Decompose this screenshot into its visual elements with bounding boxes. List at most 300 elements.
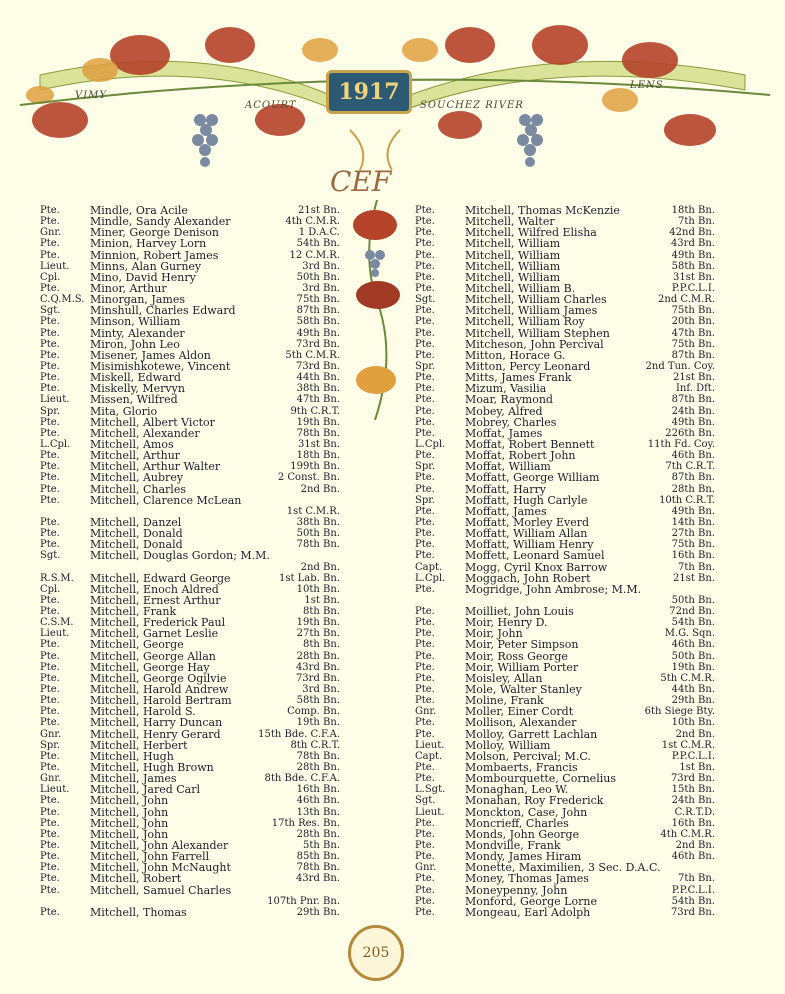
entry-unit: 9th C.R.T. xyxy=(290,405,340,417)
entry-rank: Pte. xyxy=(40,828,60,840)
roll-entry xyxy=(415,617,715,628)
entry-rank: Pte. xyxy=(40,372,60,384)
roll-entry xyxy=(40,795,340,806)
entry-unit: 5th C.M.R. xyxy=(660,672,715,684)
ribbon-text-mid-right: SOUCHEZ RIVER xyxy=(420,100,524,111)
entry-rank: Pte. xyxy=(40,661,60,673)
entry-name: Molson, Percival; M.C. xyxy=(465,749,591,763)
entry-unit: 46th Bn. xyxy=(671,450,715,462)
entry-unit: 7th C.R.T. xyxy=(665,461,715,473)
roll-entry xyxy=(40,461,340,472)
entry-name: Mitchell, William xyxy=(465,259,561,273)
entry-rank: Pte. xyxy=(415,717,435,729)
entry-name: Monckton, Case, John xyxy=(465,805,588,819)
entry-unit: 17th Res. Bn. xyxy=(271,817,340,829)
entry-rank: Pte. xyxy=(415,639,435,651)
entry-rank: Pte. xyxy=(40,216,60,228)
roll-entry xyxy=(40,818,340,829)
entry-name: Mitchell, Enoch Aldred xyxy=(90,582,219,596)
entry-rank: Pte. xyxy=(415,427,435,439)
entry-unit: 4th C.M.R. xyxy=(285,216,340,228)
roll-entry xyxy=(415,450,715,461)
roll-entry xyxy=(40,439,340,450)
entry-unit: 2nd Bn. xyxy=(675,728,715,740)
entry-rank: Pte. xyxy=(40,884,60,896)
roll-entry xyxy=(415,873,715,884)
entry-name: Molloy, Garrett Lachlan xyxy=(465,727,598,741)
entry-name: Mitchell, John xyxy=(90,816,169,830)
entry-unit: 75th Bn. xyxy=(671,539,715,551)
entry-name: Mitchell, Donald xyxy=(90,538,183,552)
entry-rank: Pte. xyxy=(40,516,60,528)
entry-unit: 73rd Bn. xyxy=(295,360,340,372)
entry-rank: Pte. xyxy=(415,216,435,228)
entry-name: Minion, Harvey Lorn xyxy=(90,237,207,251)
entry-name: Moffatt, George William xyxy=(465,471,600,485)
entry-unit: 12 C.M.R. xyxy=(289,249,340,261)
roll-entry xyxy=(40,506,340,517)
entry-name: Monahan, Roy Frederick xyxy=(465,794,604,808)
entry-rank: Pte. xyxy=(415,383,435,395)
entry-unit: 73rd Bn. xyxy=(670,906,715,918)
entry-name: Mitchell, Alexander xyxy=(90,426,200,440)
entry-unit: 11th Fd. Coy. xyxy=(647,438,715,450)
entry-unit: 1st Bn. xyxy=(304,594,340,606)
entry-rank: Pte. xyxy=(415,349,435,361)
entry-unit: 44th Bn. xyxy=(671,684,715,696)
entry-unit: 73rd Bn. xyxy=(670,773,715,785)
entry-name: Moline, Frank xyxy=(465,694,544,708)
roll-entry xyxy=(40,873,340,884)
entry-rank: Sgt. xyxy=(40,550,61,562)
entry-name: Moffat, Robert Bennett xyxy=(465,437,595,451)
entry-unit: 3rd Bn. xyxy=(302,260,340,272)
entry-name: Minorgan, James xyxy=(90,293,185,307)
entry-rank: Pte. xyxy=(40,327,60,339)
entry-name: Mitchell, Clarence McLean xyxy=(90,493,242,507)
entry-unit: 8th Bn. xyxy=(303,639,340,651)
entry-name: Monford, George Lorne xyxy=(465,894,597,908)
entry-unit: 47th Bn. xyxy=(671,327,715,339)
entry-rank: Pte. xyxy=(415,450,435,462)
entry-name: Monette, Maximilien, 3 Sec. D.A.C. xyxy=(465,861,661,875)
entry-name: Mondy, James Hiram xyxy=(465,850,582,864)
entry-rank: Pte. xyxy=(415,483,435,495)
entry-name: Mitchell, Charles xyxy=(90,482,186,496)
entry-rank: Pte. xyxy=(40,639,60,651)
entry-rank: Pte. xyxy=(415,327,435,339)
entry-rank: Pte. xyxy=(40,873,60,885)
entry-unit: 73rd Bn. xyxy=(295,672,340,684)
entry-rank: Pte. xyxy=(415,539,435,551)
entry-name: Mitchell, Edward George xyxy=(90,571,231,585)
entry-unit: 73rd Bn. xyxy=(295,338,340,350)
entry-rank: R.S.M. xyxy=(40,572,74,584)
roll-entry xyxy=(40,305,340,316)
entry-name: Mitchell, Danzel xyxy=(90,515,182,529)
entry-rank: L.Sgt. xyxy=(415,784,446,796)
roll-entry xyxy=(40,428,340,439)
entry-unit: 54th Bn. xyxy=(671,617,715,629)
roll-entry xyxy=(415,250,715,261)
entry-unit: 87th Bn. xyxy=(671,394,715,406)
entry-unit: 54th Bn. xyxy=(671,895,715,907)
entry-name: Mitchell, William Stephen xyxy=(465,326,610,340)
entry-name: Minson, William xyxy=(90,315,181,329)
entry-name: Moffatt, William Allan xyxy=(465,527,588,541)
entry-name: Moilliet, John Louis xyxy=(465,605,574,619)
entry-name: Moffat, Robert John xyxy=(465,449,576,463)
roll-entry xyxy=(415,339,715,350)
entry-name: Mitchell, John Farrell xyxy=(90,850,210,864)
roll-entry xyxy=(40,628,340,639)
roll-column-right xyxy=(415,205,715,918)
entry-name: Monaghan, Leo W. xyxy=(465,783,569,797)
entry-name: Mita, Glorio xyxy=(90,404,158,418)
roll-entry xyxy=(40,383,340,394)
roll-entry xyxy=(415,795,715,806)
entry-name: Mino, David Henry xyxy=(90,270,196,284)
entry-unit: 24th Bn. xyxy=(671,795,715,807)
entry-unit: 6th Siege Bty. xyxy=(644,706,715,718)
entry-unit: 31st Bn. xyxy=(672,271,715,283)
entry-rank: Pte. xyxy=(415,505,435,517)
roll-entry xyxy=(40,472,340,483)
entry-rank: L.Cpl. xyxy=(415,438,446,450)
entry-name: Moffatt, James xyxy=(465,504,547,518)
entry-unit: 4th C.M.R. xyxy=(660,828,715,840)
entry-rank: Pte. xyxy=(415,282,435,294)
entry-name: Mogg, Cyril Knox Barrow xyxy=(465,560,608,574)
entry-name: Minns, Alan Gurney xyxy=(90,259,202,273)
entry-unit: 44th Bn. xyxy=(296,372,340,384)
entry-name: Mitchell, Robert xyxy=(90,872,182,886)
entry-unit: 19th Bn. xyxy=(296,416,340,428)
entry-unit: M.G. Sqn. xyxy=(664,628,715,640)
roll-entry xyxy=(40,862,340,873)
entry-name: Mindle, Sandy Alexander xyxy=(90,215,231,229)
entry-name: Mitchell, Frederick Paul xyxy=(90,616,226,630)
center-vine-ornament xyxy=(340,200,415,420)
entry-name: Moffatt, Hugh Carlyle xyxy=(465,493,588,507)
entry-rank: Pte. xyxy=(40,750,60,762)
entry-rank: Cpl. xyxy=(40,583,61,595)
entry-unit: 2nd Tun. Coy. xyxy=(645,360,715,372)
roll-entry xyxy=(415,406,715,417)
entry-unit: 50th Bn. xyxy=(671,594,715,606)
roll-entry xyxy=(40,550,340,561)
cef-monogram: CEF xyxy=(330,165,392,198)
entry-rank: Pte. xyxy=(40,606,60,618)
roll-entry xyxy=(40,272,340,283)
entry-rank: Pte. xyxy=(40,427,60,439)
entry-name: Moir, William Porter xyxy=(465,660,579,674)
entry-rank: Pte. xyxy=(415,672,435,684)
entry-name: Mitchell, Frank xyxy=(90,605,177,619)
entry-unit: 27th Bn. xyxy=(671,528,715,540)
entry-rank: Pte. xyxy=(415,762,435,774)
entry-name: Mitchell, Harry Duncan xyxy=(90,716,223,730)
entry-unit: 21st Bn. xyxy=(672,572,715,584)
entry-rank: Sgt. xyxy=(415,795,436,807)
entry-unit: 2nd Bn. xyxy=(300,483,340,495)
entry-name: Mollison, Alexander xyxy=(465,716,577,730)
entry-name: Mitchell, Harold Andrew xyxy=(90,683,229,697)
entry-unit: 5th C.M.R. xyxy=(285,349,340,361)
entry-unit: 20th Bn. xyxy=(671,316,715,328)
entry-unit: 1st C.M.R. xyxy=(661,739,715,751)
entry-unit: 38th Bn. xyxy=(296,516,340,528)
entry-name: Mombaerts, Francis xyxy=(465,761,578,775)
entry-rank: C.Q.M.S. xyxy=(40,294,85,306)
entry-rank: Pte. xyxy=(40,672,60,684)
roll-entry xyxy=(40,283,340,294)
entry-name: Molloy, William xyxy=(465,738,551,752)
entry-name: Mitchell, John McNaught xyxy=(90,861,231,875)
entry-name: Mitchell, Garnet Leslie xyxy=(90,627,219,641)
entry-name: Mitchell, James xyxy=(90,772,177,786)
entry-name: Mitchell, Amos xyxy=(90,437,174,451)
entry-name: Mitchell, George Allan xyxy=(90,649,216,663)
entry-rank: Pte. xyxy=(415,628,435,640)
entry-unit: 14th Bn. xyxy=(671,516,715,528)
entry-unit: 21st Bn. xyxy=(297,205,340,216)
entry-rank: Pte. xyxy=(40,762,60,774)
roll-entry xyxy=(415,316,715,327)
entry-name: Moller, Einer Cordt xyxy=(465,705,574,719)
entry-rank: Pte. xyxy=(415,617,435,629)
roll-entry xyxy=(415,394,715,405)
entry-rank: Pte. xyxy=(415,372,435,384)
entry-name: Mitchell, Harold Bertram xyxy=(90,694,232,708)
entry-rank: Pte. xyxy=(40,338,60,350)
roll-entry xyxy=(415,417,715,428)
entry-name: Moffatt, Harry xyxy=(465,482,546,496)
roll-entry xyxy=(40,807,340,818)
entry-rank: Capt. xyxy=(415,750,443,762)
entry-unit: 16th Bn. xyxy=(671,817,715,829)
entry-unit: 54th Bn. xyxy=(296,238,340,250)
entry-rank: Pte. xyxy=(415,650,435,662)
roll-entry xyxy=(415,717,715,728)
entry-rank: Pte. xyxy=(415,394,435,406)
roll-entry xyxy=(415,372,715,383)
entry-name: Minshull, Charles Edward xyxy=(90,304,236,318)
entry-name: Mombourquette, Cornelius xyxy=(465,772,616,786)
roll-entry xyxy=(40,562,340,573)
entry-name: Moncrieff, Charles xyxy=(465,816,569,830)
entry-rank: Pte. xyxy=(40,249,60,261)
entry-unit: 87th Bn. xyxy=(671,472,715,484)
roll-entry xyxy=(40,361,340,372)
entry-name: Mitchell, Arthur Walter xyxy=(90,460,221,474)
entry-name: Mitchell, George Hay xyxy=(90,660,210,674)
roll-entry xyxy=(415,261,715,272)
entry-name: Misener, James Aldon xyxy=(90,348,211,362)
roll-entry xyxy=(40,762,340,773)
entry-name: Mitchell, Wilfred Elisha xyxy=(465,226,597,240)
entry-unit: 18th Bn. xyxy=(296,450,340,462)
entry-name: Miron, John Leo xyxy=(90,337,180,351)
entry-unit: 24th Bn. xyxy=(671,405,715,417)
entry-name: Money, Thomas James xyxy=(465,872,589,886)
entry-name: Moisley, Allan xyxy=(465,671,543,685)
entry-rank: Pte. xyxy=(415,873,435,885)
entry-unit: 78th Bn. xyxy=(296,427,340,439)
entry-rank: Pte. xyxy=(415,695,435,707)
entry-rank: Pte. xyxy=(415,817,435,829)
entry-rank: Pte. xyxy=(40,594,60,606)
entry-name: Mitchell, Thomas McKenzie xyxy=(465,204,620,217)
entry-name: Misimishkotewe, Vincent xyxy=(90,359,231,373)
entry-rank: Lieut. xyxy=(40,784,70,796)
roll-entry xyxy=(415,662,715,673)
roll-entry xyxy=(40,639,340,650)
year-plaque: 1917 xyxy=(326,70,412,114)
entry-unit: 87th Bn. xyxy=(671,349,715,361)
entry-rank: L.Cpl. xyxy=(415,572,446,584)
entry-rank: Lieut. xyxy=(415,739,445,751)
roll-entry xyxy=(40,528,340,539)
entry-rank: Pte. xyxy=(415,271,435,283)
entry-unit: 28th Bn. xyxy=(671,483,715,495)
entry-name: Moffatt, William Henry xyxy=(465,538,594,552)
roll-entry xyxy=(40,372,340,383)
roll-entry xyxy=(415,639,715,650)
entry-name: Mitchell, William xyxy=(465,270,561,284)
entry-unit: 1st Bn. xyxy=(679,762,715,774)
entry-name: Mitchell, Walter xyxy=(465,215,555,229)
entry-name: Mitchell, John xyxy=(90,794,169,808)
entry-unit: 49th Bn. xyxy=(671,249,715,261)
entry-unit: 50th Bn. xyxy=(296,528,340,540)
entry-rank: Lieut. xyxy=(415,806,445,818)
entry-rank: Pte. xyxy=(415,583,435,595)
entry-name: Moffatt, Morley Everd xyxy=(465,515,590,529)
entry-unit: P.P.C.L.I. xyxy=(671,884,715,896)
entry-name: Mitchell, Herbert xyxy=(90,738,188,752)
roll-entry xyxy=(415,729,715,740)
entry-unit: 2nd C.M.R. xyxy=(658,294,715,306)
entry-unit: 1st C.M.R. xyxy=(286,505,340,517)
entry-unit: 49th Bn. xyxy=(296,327,340,339)
entry-rank: Pte. xyxy=(415,728,435,740)
entry-rank: Pte. xyxy=(415,472,435,484)
entry-name: Mitchell, Ernest Arthur xyxy=(90,593,221,607)
entry-rank: Pte. xyxy=(40,383,60,395)
entry-name: Minnion, Robert James xyxy=(90,248,219,262)
roll-entry xyxy=(415,238,715,249)
entry-rank: Pte. xyxy=(40,706,60,718)
entry-unit: 27th Bn. xyxy=(296,628,340,640)
roll-entry xyxy=(415,829,715,840)
entry-name: Mitchell, Arthur xyxy=(90,449,181,463)
entry-rank: Pte. xyxy=(415,516,435,528)
entry-unit: 72nd Bn. xyxy=(669,606,715,618)
entry-unit: 16th Bn. xyxy=(296,784,340,796)
entry-unit: 8th C.R.T. xyxy=(290,739,340,751)
entry-unit: 28th Bn. xyxy=(296,650,340,662)
entry-unit: 3rd Bn. xyxy=(302,684,340,696)
entry-name: Miskell, Edward xyxy=(90,371,181,385)
entry-rank: Pte. xyxy=(415,550,435,562)
roll-entry xyxy=(40,328,340,339)
entry-name: Mitchell, Henry Gerard xyxy=(90,727,221,741)
entry-unit: 2nd Bn. xyxy=(675,840,715,852)
entry-rank: Spr. xyxy=(40,739,61,751)
entry-rank: Lieut. xyxy=(40,394,70,406)
roll-entry xyxy=(40,729,340,740)
entry-name: Mitchell, William xyxy=(465,237,561,251)
entry-rank: Pte. xyxy=(40,906,60,918)
entry-name: Mitchell, William xyxy=(465,248,561,262)
entry-unit: 46th Bn. xyxy=(671,639,715,651)
roll-entry xyxy=(415,227,715,238)
entry-unit: 28th Bn. xyxy=(296,828,340,840)
entry-rank: Pte. xyxy=(40,282,60,294)
entry-rank: Pte. xyxy=(40,416,60,428)
entry-unit: 28th Bn. xyxy=(296,762,340,774)
entry-rank: Pte. xyxy=(40,316,60,328)
entry-name: Moneypenny, John xyxy=(465,883,568,897)
entry-name: Mitchell, Harold S. xyxy=(90,705,196,719)
roll-entry xyxy=(40,784,340,795)
entry-rank: Pte. xyxy=(415,249,435,261)
ribbon-text-right: LENS xyxy=(630,80,664,91)
roll-entry xyxy=(415,205,715,216)
entry-unit: C.R.T.D. xyxy=(674,806,715,818)
roll-entry xyxy=(40,885,340,896)
entry-name: Mitchell, William Roy xyxy=(465,315,585,329)
entry-rank: Pte. xyxy=(40,349,60,361)
entry-name: Moir, Henry D. xyxy=(465,616,548,630)
entry-name: Mongeau, Earl Adolph xyxy=(465,905,591,919)
entry-rank: Pte. xyxy=(415,238,435,250)
entry-rank: Pte. xyxy=(40,862,60,874)
entry-unit: 58th Bn. xyxy=(296,695,340,707)
entry-name: Monds, John George xyxy=(465,827,580,841)
roll-entry xyxy=(415,562,715,573)
entry-unit: 43rd Bn. xyxy=(295,661,340,673)
entry-unit: 43rd Bn. xyxy=(295,873,340,885)
entry-rank: Pte. xyxy=(415,906,435,918)
roll-entry xyxy=(40,595,340,606)
entry-name: Mitts, James Frank xyxy=(465,371,572,385)
entry-name: Mitchell, Hugh Brown xyxy=(90,761,214,775)
entry-rank: Pte. xyxy=(40,650,60,662)
roll-entry xyxy=(415,383,715,394)
entry-unit: 42nd Bn. xyxy=(669,227,715,239)
entry-name: Mitchell, John xyxy=(90,827,169,841)
roll-entry xyxy=(415,907,715,918)
entry-name: Mitchell, William B. xyxy=(465,281,576,295)
entry-rank: Pte. xyxy=(40,238,60,250)
entry-unit: 87th Bn. xyxy=(296,305,340,317)
entry-rank: Gnr. xyxy=(40,773,62,785)
entry-rank: Pte. xyxy=(415,884,435,896)
entry-rank: L.Cpl. xyxy=(40,438,71,450)
entry-rank: Pte. xyxy=(415,260,435,272)
entry-rank: Spr. xyxy=(40,405,61,417)
entry-rank: Pte. xyxy=(415,840,435,852)
entry-name: Moir, John xyxy=(465,627,523,641)
entry-name: Mitton, Horace G. xyxy=(465,348,566,362)
entry-unit: 58th Bn. xyxy=(296,316,340,328)
page-number: 205 xyxy=(348,925,404,981)
entry-unit: 13th Bn. xyxy=(296,806,340,818)
roll-entry xyxy=(40,316,340,327)
entry-rank: Pte. xyxy=(415,661,435,673)
